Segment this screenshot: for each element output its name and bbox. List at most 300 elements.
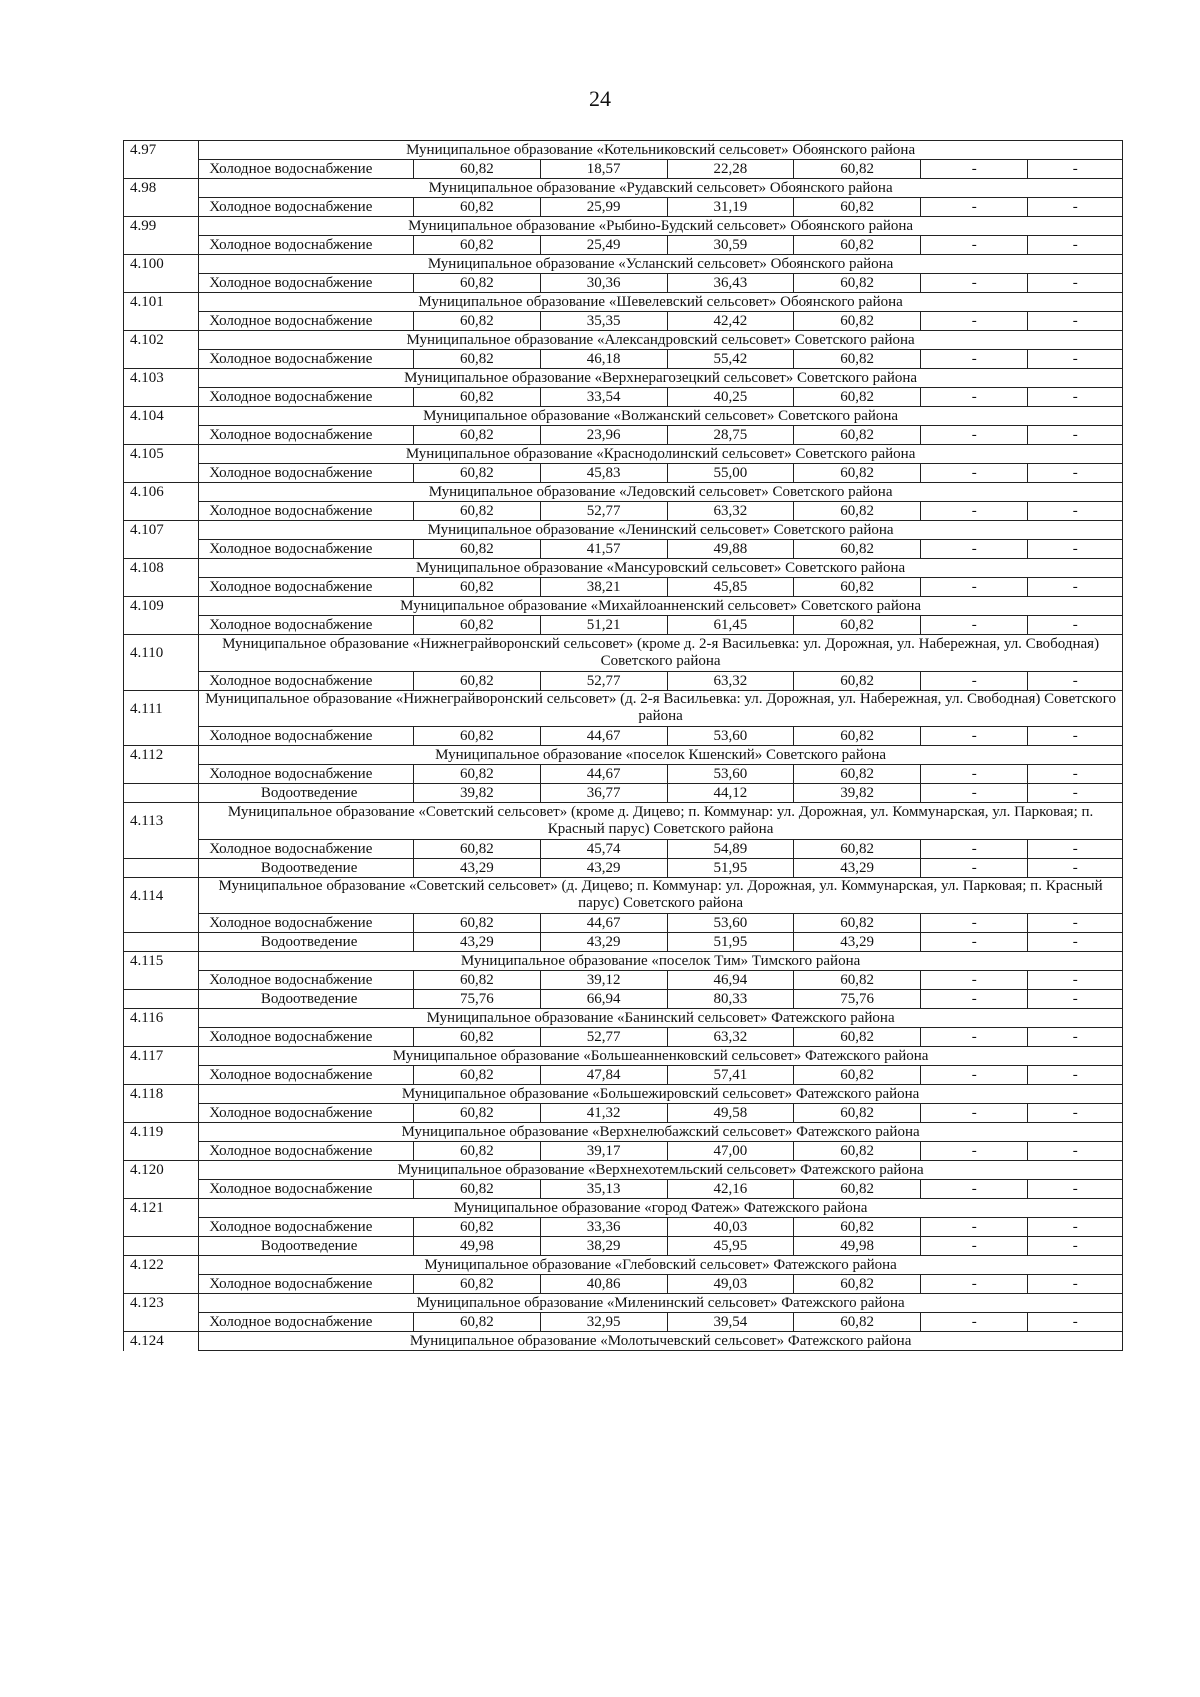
- tariff-value: -: [1028, 727, 1123, 746]
- tariff-value: 60,82: [794, 671, 921, 690]
- tariff-value: -: [1028, 236, 1123, 255]
- tariff-value: 39,17: [540, 1142, 667, 1161]
- section-header-row: [124, 877, 1123, 914]
- section-header-row: [124, 369, 1123, 388]
- row-number-cell: [124, 1275, 199, 1294]
- tariff-value: 52,77: [540, 502, 667, 521]
- service-name: Холодное водоснабжение: [199, 1104, 414, 1123]
- section-number: 4.120: [124, 1161, 199, 1180]
- section-title: Муниципальное образование «Банинский сельсовет» Фатежского района: [199, 1009, 1123, 1028]
- tariff-value: -: [1028, 671, 1123, 690]
- tariff-value: -: [921, 1104, 1028, 1123]
- tariff-value: 75,76: [794, 990, 921, 1009]
- tariff-value: -: [1028, 1218, 1123, 1237]
- service-name: Водоотведение: [199, 933, 414, 952]
- service-name: Холодное водоснабжение: [199, 971, 414, 990]
- table-row: [124, 616, 1123, 635]
- tariff-value: -: [921, 160, 1028, 179]
- row-number-cell: [124, 784, 199, 803]
- tariff-value: 45,85: [667, 578, 794, 597]
- table-row: [124, 1180, 1123, 1199]
- tariff-value: -: [1028, 765, 1123, 784]
- tariff-value: 31,19: [667, 198, 794, 217]
- tariff-value: 32,95: [540, 1313, 667, 1332]
- row-number-cell: [124, 312, 199, 331]
- service-name: Холодное водоснабжение: [199, 426, 414, 445]
- table-row: [124, 1028, 1123, 1047]
- tariff-value: -: [1028, 198, 1123, 217]
- table-row: [124, 839, 1123, 858]
- table-row: [124, 858, 1123, 877]
- section-number: 4.99: [124, 217, 199, 236]
- service-name: Водоотведение: [199, 1237, 414, 1256]
- tariff-value: -: [921, 784, 1028, 803]
- tariff-value: 60,82: [414, 971, 541, 990]
- tariff-value: -: [1028, 1180, 1123, 1199]
- row-number-cell: [124, 858, 199, 877]
- tariff-value: 38,21: [540, 578, 667, 597]
- tariff-value: -: [921, 1218, 1028, 1237]
- tariff-value: 75,76: [414, 990, 541, 1009]
- tariff-value: 23,96: [540, 426, 667, 445]
- tariff-value: -: [1028, 388, 1123, 407]
- tariff-value: 60,82: [794, 839, 921, 858]
- tariff-value: -: [921, 858, 1028, 877]
- section-title: Муниципальное образование «город Фатеж» Фатежского района: [199, 1199, 1123, 1218]
- table-row: [124, 914, 1123, 933]
- tariff-value: -: [1028, 540, 1123, 559]
- section-number: 4.105: [124, 445, 199, 464]
- section-header-row: [124, 1009, 1123, 1028]
- section-title: Муниципальное образование «Большеанненковский сельсовет» Фатежского района: [199, 1047, 1123, 1066]
- tariff-value: 49,58: [667, 1104, 794, 1123]
- tariff-value: 60,82: [794, 160, 921, 179]
- tariff-value: -: [921, 971, 1028, 990]
- tariff-value: 53,60: [667, 914, 794, 933]
- section-header-row: [124, 690, 1123, 727]
- tariff-value: -: [921, 1142, 1028, 1161]
- section-header-row: [124, 407, 1123, 426]
- service-name: Холодное водоснабжение: [199, 502, 414, 521]
- service-name: Холодное водоснабжение: [199, 274, 414, 293]
- tariff-value: -: [921, 1066, 1028, 1085]
- section-number: 4.110: [124, 635, 199, 672]
- tariff-value: -: [921, 1180, 1028, 1199]
- tariff-value: 60,82: [794, 388, 921, 407]
- section-header-row: [124, 1047, 1123, 1066]
- table-row: [124, 727, 1123, 746]
- tariff-value: 60,82: [414, 578, 541, 597]
- tariff-value: 63,32: [667, 1028, 794, 1047]
- tariff-value: -: [921, 671, 1028, 690]
- table-row: [124, 312, 1123, 331]
- tariff-value: 39,12: [540, 971, 667, 990]
- tariff-value: -: [921, 1275, 1028, 1294]
- section-title: Муниципальное образование «Ленинский сельсовет» Советского района: [199, 521, 1123, 540]
- section-header-row: [124, 1161, 1123, 1180]
- tariff-value: 33,36: [540, 1218, 667, 1237]
- row-number-cell: [124, 990, 199, 1009]
- table-row: [124, 578, 1123, 597]
- tariff-value: 49,98: [414, 1237, 541, 1256]
- section-number: 4.104: [124, 407, 199, 426]
- row-number-cell: [124, 198, 199, 217]
- tariff-value: -: [1028, 971, 1123, 990]
- tariff-value: 43,29: [540, 858, 667, 877]
- service-name: Холодное водоснабжение: [199, 1275, 414, 1294]
- section-number: 4.103: [124, 369, 199, 388]
- section-title: Муниципальное образование «Волжанский сельсовет» Советского района: [199, 407, 1123, 426]
- section-number: 4.118: [124, 1085, 199, 1104]
- section-number: 4.114: [124, 877, 199, 914]
- tariff-value: 45,95: [667, 1237, 794, 1256]
- tariff-value: 60,82: [794, 1028, 921, 1047]
- tariff-value: -: [1028, 1028, 1123, 1047]
- section-title: Муниципальное образование «Усланский сельсовет» Обоянского района: [199, 255, 1123, 274]
- section-title: Муниципальное образование «Котельниковский сельсовет» Обоянского района: [199, 141, 1123, 160]
- service-name: Холодное водоснабжение: [199, 1313, 414, 1332]
- tariff-value: 44,12: [667, 784, 794, 803]
- tariff-value: 53,60: [667, 727, 794, 746]
- tariff-value: 60,82: [414, 160, 541, 179]
- section-header-row: [124, 803, 1123, 840]
- tariff-value: 55,00: [667, 464, 794, 483]
- tariff-value: 60,82: [414, 274, 541, 293]
- tariff-value: 60,82: [794, 1180, 921, 1199]
- tariff-value: 46,94: [667, 971, 794, 990]
- row-number-cell: [124, 971, 199, 990]
- tariff-value: 60,82: [414, 502, 541, 521]
- service-name: Холодное водоснабжение: [199, 671, 414, 690]
- section-title: Муниципальное образование «Рыбино-Будский сельсовет» Обоянского района: [199, 217, 1123, 236]
- tariff-value: 35,35: [540, 312, 667, 331]
- row-number-cell: [124, 1066, 199, 1085]
- service-name: Холодное водоснабжение: [199, 160, 414, 179]
- tariff-value: 25,99: [540, 198, 667, 217]
- tariff-value: 39,82: [794, 784, 921, 803]
- tariff-value: 51,95: [667, 858, 794, 877]
- tariff-value: 60,82: [414, 1180, 541, 1199]
- section-title: Муниципальное образование «Верхнехотемльский сельсовет» Фатежского района: [199, 1161, 1123, 1180]
- tariff-value: 18,57: [540, 160, 667, 179]
- tariff-value: -: [921, 1313, 1028, 1332]
- tariff-value: 61,45: [667, 616, 794, 635]
- tariff-value: -: [921, 578, 1028, 597]
- tariff-value: 80,33: [667, 990, 794, 1009]
- service-name: Холодное водоснабжение: [199, 1180, 414, 1199]
- section-header-row: [124, 1123, 1123, 1142]
- row-number-cell: [124, 671, 199, 690]
- service-name: Холодное водоснабжение: [199, 1028, 414, 1047]
- section-title: Муниципальное образование «Большежировский сельсовет» Фатежского района: [199, 1085, 1123, 1104]
- tariff-value: 43,29: [540, 933, 667, 952]
- tariff-value: 51,95: [667, 933, 794, 952]
- section-number: 4.122: [124, 1256, 199, 1275]
- tariff-value: 60,82: [414, 765, 541, 784]
- section-number: 4.113: [124, 803, 199, 840]
- tariff-value: 41,32: [540, 1104, 667, 1123]
- row-number-cell: [124, 388, 199, 407]
- row-number-cell: [124, 578, 199, 597]
- tariff-value: 41,57: [540, 540, 667, 559]
- section-number: 4.124: [124, 1332, 199, 1351]
- section-number: 4.101: [124, 293, 199, 312]
- table-row: [124, 236, 1123, 255]
- table-row: [124, 1237, 1123, 1256]
- section-title: Муниципальное образование «Глебовский сельсовет» Фатежского района: [199, 1256, 1123, 1275]
- tariff-value: 60,82: [794, 464, 921, 483]
- row-number-cell: [124, 839, 199, 858]
- tariff-value: 60,82: [414, 1313, 541, 1332]
- tariff-value: 40,86: [540, 1275, 667, 1294]
- table-row: [124, 784, 1123, 803]
- section-title: Муниципальное образование «Верхнелюбажский сельсовет» Фатежского района: [199, 1123, 1123, 1142]
- section-title: Муниципальное образование «Александровский сельсовет» Советского района: [199, 331, 1123, 350]
- service-name: Холодное водоснабжение: [199, 1066, 414, 1085]
- table-row: [124, 1066, 1123, 1085]
- row-number-cell: [124, 464, 199, 483]
- tariff-value: -: [921, 765, 1028, 784]
- tariff-value: 42,16: [667, 1180, 794, 1199]
- section-number: 4.109: [124, 597, 199, 616]
- table-row: [124, 426, 1123, 445]
- table-row: [124, 933, 1123, 952]
- tariff-value: -: [921, 312, 1028, 331]
- tariff-value: 60,82: [794, 540, 921, 559]
- tariff-value: 60,82: [414, 198, 541, 217]
- table-row: [124, 540, 1123, 559]
- row-number-cell: [124, 160, 199, 179]
- row-number-cell: [124, 1180, 199, 1199]
- table-row: [124, 990, 1123, 1009]
- service-name: Холодное водоснабжение: [199, 236, 414, 255]
- tariff-value: 52,77: [540, 1028, 667, 1047]
- tariff-value: 47,84: [540, 1066, 667, 1085]
- tariff-value: 60,82: [414, 1066, 541, 1085]
- section-title: Муниципальное образование «Мансуровский сельсовет» Советского района: [199, 559, 1123, 578]
- section-header-row: [124, 521, 1123, 540]
- tariff-value: -: [1028, 274, 1123, 293]
- table-row: [124, 502, 1123, 521]
- service-name: Холодное водоснабжение: [199, 464, 414, 483]
- service-name: Водоотведение: [199, 990, 414, 1009]
- row-number-cell: [124, 1218, 199, 1237]
- row-number-cell: [124, 1104, 199, 1123]
- table-row: [124, 350, 1123, 369]
- tariff-value: 47,00: [667, 1142, 794, 1161]
- section-header-row: [124, 1294, 1123, 1313]
- row-number-cell: [124, 1142, 199, 1161]
- table-row: [124, 671, 1123, 690]
- tariff-value: 60,82: [794, 312, 921, 331]
- tariff-value: 44,67: [540, 727, 667, 746]
- section-header-row: [124, 635, 1123, 672]
- tariff-value: -: [1028, 1313, 1123, 1332]
- tariff-value: 60,82: [794, 1313, 921, 1332]
- tariff-value: 40,25: [667, 388, 794, 407]
- tariff-value: 60,82: [414, 727, 541, 746]
- tariff-value: 44,67: [540, 765, 667, 784]
- row-number-cell: [124, 350, 199, 369]
- tariff-value: 43,29: [794, 858, 921, 877]
- service-name: Холодное водоснабжение: [199, 312, 414, 331]
- tariff-value: 60,82: [794, 198, 921, 217]
- tariff-value: 60,82: [414, 1275, 541, 1294]
- tariff-value: 60,82: [794, 616, 921, 635]
- tariff-value: -: [921, 839, 1028, 858]
- tariff-value: -: [1028, 1142, 1123, 1161]
- section-header-row: [124, 1256, 1123, 1275]
- tariff-value: -: [921, 350, 1028, 369]
- section-title: Муниципальное образование «поселок Кшенский» Советского района: [199, 746, 1123, 765]
- row-number-cell: [124, 426, 199, 445]
- tariff-value: -: [921, 1028, 1028, 1047]
- service-name: Водоотведение: [199, 784, 414, 803]
- tariff-value: 30,59: [667, 236, 794, 255]
- row-number-cell: [124, 236, 199, 255]
- section-title: Муниципальное образование «Шевелевский сельсовет» Обоянского района: [199, 293, 1123, 312]
- table-row: [124, 765, 1123, 784]
- service-name: Холодное водоснабжение: [199, 765, 414, 784]
- section-title: Муниципальное образование «Краснодолинский сельсовет» Советского района: [199, 445, 1123, 464]
- section-number: 4.115: [124, 952, 199, 971]
- tariff-value: 60,82: [794, 1275, 921, 1294]
- section-title: Муниципальное образование «Советский сельсовет» (кроме д. Дицево; п. Коммунар: ул. Дорожная, ул. Коммунарская, ул. Парковая; п. Красный парус) Советского района: [199, 803, 1123, 840]
- tariff-value: 35,13: [540, 1180, 667, 1199]
- service-name: Холодное водоснабжение: [199, 198, 414, 217]
- tariff-value: 45,74: [540, 839, 667, 858]
- section-title: Муниципальное образование «Рудавский сельсовет» Обоянского района: [199, 179, 1123, 198]
- section-number: 4.111: [124, 690, 199, 727]
- tariff-value: 52,77: [540, 671, 667, 690]
- tariff-value: 39,54: [667, 1313, 794, 1332]
- tariff-value: 60,82: [794, 765, 921, 784]
- row-number-cell: [124, 914, 199, 933]
- section-header-row: [124, 445, 1123, 464]
- service-name: Холодное водоснабжение: [199, 914, 414, 933]
- section-header-row: [124, 179, 1123, 198]
- tariff-value: 60,82: [414, 839, 541, 858]
- tariff-value: -: [1028, 464, 1123, 483]
- section-header-row: [124, 1199, 1123, 1218]
- tariff-value: 60,82: [794, 1142, 921, 1161]
- section-number: 4.98: [124, 179, 199, 198]
- section-title: Муниципальное образование «Миленинский сельсовет» Фатежского района: [199, 1294, 1123, 1313]
- tariff-value: 60,82: [414, 616, 541, 635]
- tariff-value: 25,49: [540, 236, 667, 255]
- row-number-cell: [124, 1028, 199, 1047]
- section-title: Муниципальное образование «Нижнеграйворонский сельсовет» (д. 2-я Васильевка: ул. Дорожная, ул. Набережная, ул. Свободная) Советского района: [199, 690, 1123, 727]
- tariff-value: 60,82: [414, 1218, 541, 1237]
- table-row: [124, 1142, 1123, 1161]
- tariff-value: -: [921, 274, 1028, 293]
- service-name: Холодное водоснабжение: [199, 839, 414, 858]
- tariff-value: -: [1028, 616, 1123, 635]
- section-title: Муниципальное образование «Верхнерагозецкий сельсовет» Советского района: [199, 369, 1123, 388]
- service-name: Водоотведение: [199, 858, 414, 877]
- tariff-value: -: [1028, 858, 1123, 877]
- tariff-value: -: [1028, 839, 1123, 858]
- tariff-value: 63,32: [667, 502, 794, 521]
- section-title: Муниципальное образование «Советский сельсовет» (д. Дицево; п. Коммунар: ул. Дорожная, ул. Коммунарская, ул. Парковая; п. Красный парус) Советского района: [199, 877, 1123, 914]
- tariff-value: 39,82: [414, 784, 541, 803]
- tariff-value: 60,82: [794, 727, 921, 746]
- service-name: Холодное водоснабжение: [199, 616, 414, 635]
- tariff-value: -: [921, 616, 1028, 635]
- section-number: 4.121: [124, 1199, 199, 1218]
- tariff-value: 60,82: [414, 1028, 541, 1047]
- tariff-value: -: [921, 727, 1028, 746]
- tariff-value: 33,54: [540, 388, 667, 407]
- tariff-value: -: [921, 1237, 1028, 1256]
- tariff-value: -: [921, 236, 1028, 255]
- section-number: 4.106: [124, 483, 199, 502]
- table-body: [124, 141, 1123, 1351]
- tariff-value: 60,82: [794, 914, 921, 933]
- tariff-value: 60,82: [794, 236, 921, 255]
- tariff-value: 46,18: [540, 350, 667, 369]
- section-number: 4.108: [124, 559, 199, 578]
- section-number: 4.102: [124, 331, 199, 350]
- tariff-value: 40,03: [667, 1218, 794, 1237]
- table-row: [124, 274, 1123, 293]
- tariff-value: 60,82: [794, 1218, 921, 1237]
- section-header-row: [124, 331, 1123, 350]
- page-number: 24: [589, 86, 611, 111]
- tariff-value: 60,82: [414, 350, 541, 369]
- tariff-value: 60,82: [414, 1142, 541, 1161]
- section-title: Муниципальное образование «Михайлоанненский сельсовет» Советского района: [199, 597, 1123, 616]
- tariff-value: -: [1028, 578, 1123, 597]
- table-row: [124, 1275, 1123, 1294]
- tariff-value: 60,82: [794, 971, 921, 990]
- table-row: [124, 1313, 1123, 1332]
- section-header-row: [124, 559, 1123, 578]
- tariff-value: 43,29: [414, 858, 541, 877]
- row-number-cell: [124, 765, 199, 784]
- section-title: Муниципальное образование «Ледовский сельсовет» Советского района: [199, 483, 1123, 502]
- section-number: 4.116: [124, 1009, 199, 1028]
- tariff-value: -: [921, 198, 1028, 217]
- section-header-row: [124, 952, 1123, 971]
- row-number-cell: [124, 1313, 199, 1332]
- section-number: 4.107: [124, 521, 199, 540]
- row-number-cell: [124, 727, 199, 746]
- tariff-value: -: [1028, 784, 1123, 803]
- section-title: Муниципальное образование «поселок Тим» Тимского района: [199, 952, 1123, 971]
- tariff-value: 49,03: [667, 1275, 794, 1294]
- section-header-row: [124, 746, 1123, 765]
- tariff-value: -: [921, 464, 1028, 483]
- service-name: Холодное водоснабжение: [199, 350, 414, 369]
- tariff-value: 49,98: [794, 1237, 921, 1256]
- tariff-value: 36,77: [540, 784, 667, 803]
- tariff-value: -: [1028, 350, 1123, 369]
- tariff-value: 36,43: [667, 274, 794, 293]
- table-row: [124, 160, 1123, 179]
- tariff-value: -: [921, 426, 1028, 445]
- tariff-value: 51,21: [540, 616, 667, 635]
- tariff-value: 60,82: [794, 1066, 921, 1085]
- row-number-cell: [124, 502, 199, 521]
- tariff-value: 60,82: [794, 578, 921, 597]
- tariff-value: -: [1028, 312, 1123, 331]
- row-number-cell: [124, 616, 199, 635]
- tariff-value: -: [1028, 1237, 1123, 1256]
- tariff-value: -: [921, 540, 1028, 559]
- section-title: Муниципальное образование «Молотычевский сельсовет» Фатежского района: [199, 1332, 1123, 1351]
- tariff-value: -: [921, 388, 1028, 407]
